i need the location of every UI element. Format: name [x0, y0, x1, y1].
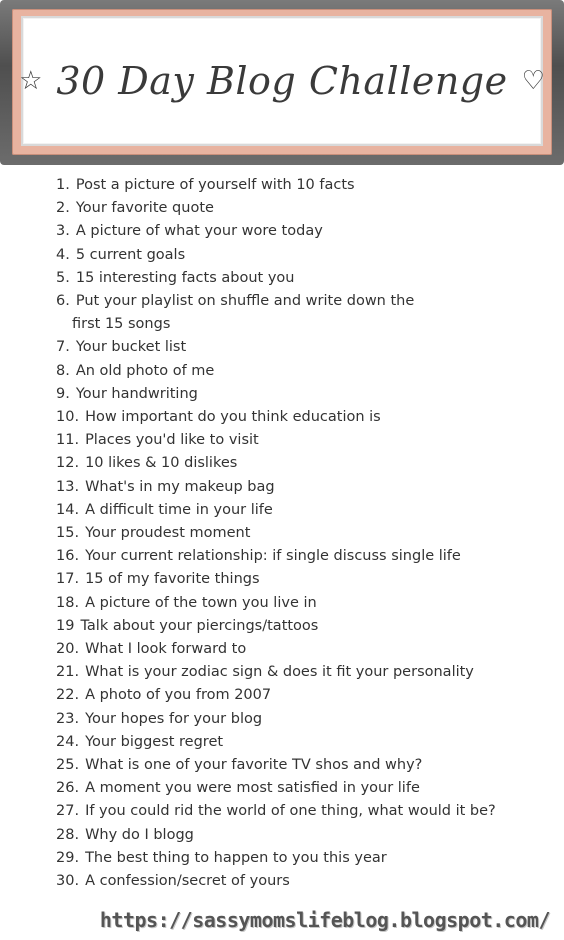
list-item — [56, 476, 556, 499]
list-item — [56, 406, 556, 429]
item-number: 25. — [56, 757, 80, 774]
item-text: Your hopes for your blog — [85, 710, 263, 727]
item-number: 30. — [56, 873, 80, 890]
item-text: Talk about your piercings/tattoos — [80, 617, 319, 634]
item-number: 5. — [56, 269, 70, 286]
item-text: Post a picture of yourself with 10 facts — [75, 177, 355, 193]
star-icon: ☆ — [19, 66, 43, 96]
item-text: Your handwriting — [75, 385, 198, 402]
list-item — [56, 800, 556, 823]
item-text: 10 likes & 10 dislikes — [85, 455, 238, 472]
item-number: 14. — [56, 501, 80, 518]
item-text: 15 of my favorite things — [85, 571, 260, 588]
item-text: What I look forward to — [85, 641, 247, 658]
item-number: 8. — [56, 362, 70, 379]
item-number: 2. — [56, 200, 70, 217]
list-item — [56, 290, 556, 336]
item-text: 5 current goals — [75, 246, 186, 263]
list-item — [56, 244, 556, 267]
list-item — [56, 592, 556, 615]
item-text: A picture of what your wore today — [75, 223, 323, 240]
item-text: Your biggest regret — [85, 733, 224, 750]
item-text: Your favorite quote — [75, 200, 214, 217]
item-number: 13. — [56, 478, 80, 495]
heart-icon: ♡ — [521, 66, 545, 96]
item-number: 20. — [56, 641, 80, 658]
item-text-continued: first 15 songs — [72, 316, 171, 333]
item-number: 23. — [56, 710, 80, 727]
list-item — [56, 661, 556, 684]
list-item — [56, 870, 556, 893]
item-number: 16. — [56, 548, 80, 565]
item-number: 6. — [56, 293, 70, 310]
item-text: A moment you were most satisfied in your life — [85, 780, 420, 797]
list-item — [56, 777, 556, 800]
list-item — [56, 568, 556, 591]
item-number: 27. — [56, 803, 80, 820]
list-item — [56, 731, 556, 754]
list-item — [56, 360, 556, 383]
blog-url[interactable]: https://sassymomslifeblog.blogspot.com/ — [99, 908, 550, 932]
item-number: 11. — [56, 432, 80, 449]
item-text: If you could rid the world of one thing, what would it be? — [85, 803, 496, 820]
header-banner — [21, 16, 543, 146]
list-item — [56, 452, 556, 475]
item-number: 21. — [56, 664, 80, 681]
challenge-list — [56, 174, 556, 893]
list-item — [56, 336, 556, 359]
list-item — [56, 615, 556, 638]
item-text: A picture of the town you live in — [85, 594, 317, 611]
item-number: 24. — [56, 733, 80, 750]
header-frame — [0, 0, 564, 165]
item-text: An old photo of me — [75, 362, 215, 379]
list-item — [56, 174, 556, 197]
item-text: Your current relationship: if single discuss single life — [85, 548, 461, 565]
list-item — [56, 499, 556, 522]
list-item — [56, 684, 556, 707]
item-text: What is one of your favorite TV shos and why? — [85, 757, 423, 774]
item-number: 1. — [56, 177, 70, 193]
item-number: 17. — [56, 571, 80, 588]
item-text: Your proudest moment — [85, 525, 251, 542]
item-text: How important do you think education is — [85, 409, 381, 426]
item-number: 12. — [56, 455, 80, 472]
item-text: Your bucket list — [75, 339, 187, 356]
item-number: 19 — [56, 617, 75, 634]
list-item — [56, 267, 556, 290]
item-text: Why do I blogg — [85, 826, 194, 843]
item-number: 29. — [56, 849, 80, 866]
item-number: 28. — [56, 826, 80, 843]
item-number: 18. — [56, 594, 80, 611]
item-text: Places you'd like to visit — [85, 432, 259, 449]
item-number: 7. — [56, 339, 70, 356]
list-item — [56, 638, 556, 661]
list-item — [56, 545, 556, 568]
item-text: A photo of you from 2007 — [85, 687, 272, 704]
item-text: What's in my makeup bag — [85, 478, 275, 495]
item-number: 9. — [56, 385, 70, 402]
item-text: Put your playlist on shuffle and write down the — [75, 293, 415, 310]
list-item — [56, 220, 556, 243]
item-text: A confession/secret of yours — [85, 873, 290, 890]
list-item — [56, 824, 556, 847]
list-item — [56, 383, 556, 406]
list-item — [56, 429, 556, 452]
item-text: What is your zodiac sign & does it fit your personality — [85, 664, 474, 681]
item-number: 3. — [56, 223, 70, 240]
item-text: The best thing to happen to you this year — [85, 849, 387, 866]
item-text: A difficult time in your life — [85, 501, 273, 518]
list-item — [56, 847, 556, 870]
list-item — [56, 197, 556, 220]
list-item — [56, 708, 556, 731]
item-number: 22. — [56, 687, 80, 704]
item-text: 15 interesting facts about you — [75, 269, 295, 286]
item-number: 26. — [56, 780, 80, 797]
list-item — [56, 522, 556, 545]
list-item — [56, 754, 556, 777]
item-number: 15. — [56, 525, 80, 542]
item-number: 4. — [56, 246, 70, 263]
item-number: 10. — [56, 409, 80, 426]
page-title: 30 Day Blog Challenge — [56, 59, 508, 103]
